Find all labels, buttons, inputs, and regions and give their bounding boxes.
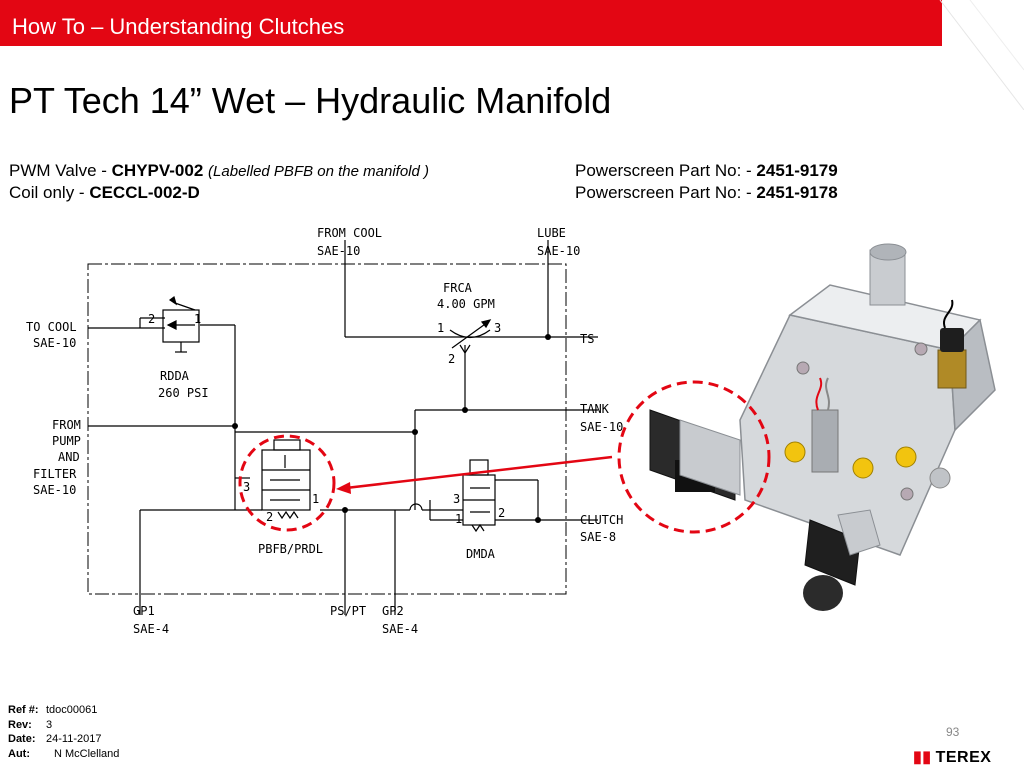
label-gp2: GP2 bbox=[382, 604, 404, 618]
label-dmda-port-2: 2 bbox=[498, 506, 506, 520]
label-to-cool: TO COOL bbox=[26, 320, 77, 334]
label-clutch: CLUTCH bbox=[580, 513, 624, 527]
corner-decoration bbox=[930, 0, 1024, 110]
label-tank: TANK bbox=[580, 402, 609, 416]
label-frca: FRCA bbox=[443, 281, 472, 295]
label-from-cool-sae: SAE-10 bbox=[317, 244, 361, 258]
label-rdda-port-2: 2 bbox=[148, 312, 156, 326]
label-pump: PUMP bbox=[52, 434, 81, 448]
label-ts: TS bbox=[580, 332, 595, 346]
label-frca-port-3: 3 bbox=[494, 321, 502, 335]
label-gp1: GP1 bbox=[133, 604, 155, 618]
pbfb-prdl-valve bbox=[262, 440, 310, 518]
label-rdda-psi: 260 PSI bbox=[158, 386, 209, 400]
label-gp2-sae: SAE-4 bbox=[382, 622, 419, 636]
label-frca-port-2: 2 bbox=[448, 352, 456, 366]
part-number-2: Powerscreen Part No: - 2451-9178 bbox=[575, 183, 838, 202]
label-dmda-port-1: 1 bbox=[455, 512, 463, 526]
terex-mark-icon: ▮▮ bbox=[913, 749, 932, 766]
label-clutch-sae: SAE-8 bbox=[580, 530, 617, 544]
pwm-valve-line: PWM Valve - CHYPV-002 (Labelled PBFB on the manifold ) bbox=[9, 161, 430, 180]
coil-line: Coil only - CECCL-002-D bbox=[9, 183, 200, 202]
label-lube: LUBE bbox=[537, 226, 566, 240]
part-number-1: Powerscreen Part No: - 2451-9179 bbox=[575, 161, 838, 180]
label-gp1-sae: SAE-4 bbox=[133, 622, 170, 636]
pipe-lines bbox=[88, 240, 598, 615]
label-pbfb-port-3: 3 bbox=[243, 480, 251, 494]
label-frca-port-1: 1 bbox=[437, 321, 445, 335]
label-from: FROM bbox=[52, 418, 81, 432]
label-tank-sae: SAE-10 bbox=[580, 420, 624, 434]
label-dmda-port-3: 3 bbox=[453, 492, 461, 506]
label-frca-flow: 4.00 GPM bbox=[437, 297, 495, 311]
label-filter: FILTER bbox=[33, 467, 77, 481]
header-title: How To – Understanding Clutches bbox=[12, 14, 345, 39]
label-pbfb-port-2: 2 bbox=[266, 510, 274, 524]
frca-flow-control bbox=[440, 320, 500, 353]
label-from-cool: FROM COOL bbox=[317, 226, 383, 240]
junction-dots bbox=[232, 334, 551, 523]
manifold-boundary bbox=[88, 264, 566, 594]
label-rdda: RDDA bbox=[160, 369, 189, 383]
footer-meta: Ref #: tdoc00061 Rev: 3 Date: 24-11-2017 Aut: N McClelland bbox=[8, 704, 120, 760]
label-rdda-port-1: 1 bbox=[194, 312, 202, 326]
label-dmda: DMDA bbox=[466, 547, 495, 561]
page-title: PT Tech 14” Wet – Hydraulic Manifold bbox=[9, 80, 612, 121]
label-pspt: PS/PT bbox=[330, 604, 367, 618]
label-filter-sae: SAE-10 bbox=[33, 483, 77, 497]
manifold-illustration bbox=[650, 244, 995, 611]
terex-logo: ▮▮ TEREX bbox=[913, 749, 992, 766]
label-pbfb-port-1: 1 bbox=[312, 492, 320, 506]
label-lube-sae: SAE-10 bbox=[537, 244, 581, 258]
page-number: 93 bbox=[946, 725, 960, 739]
hydraulic-diagram bbox=[0, 215, 1024, 695]
label-pbfb: PBFB/PRDL bbox=[258, 542, 324, 556]
label-and: AND bbox=[58, 450, 80, 464]
label-to-cool-sae: SAE-10 bbox=[33, 336, 77, 350]
